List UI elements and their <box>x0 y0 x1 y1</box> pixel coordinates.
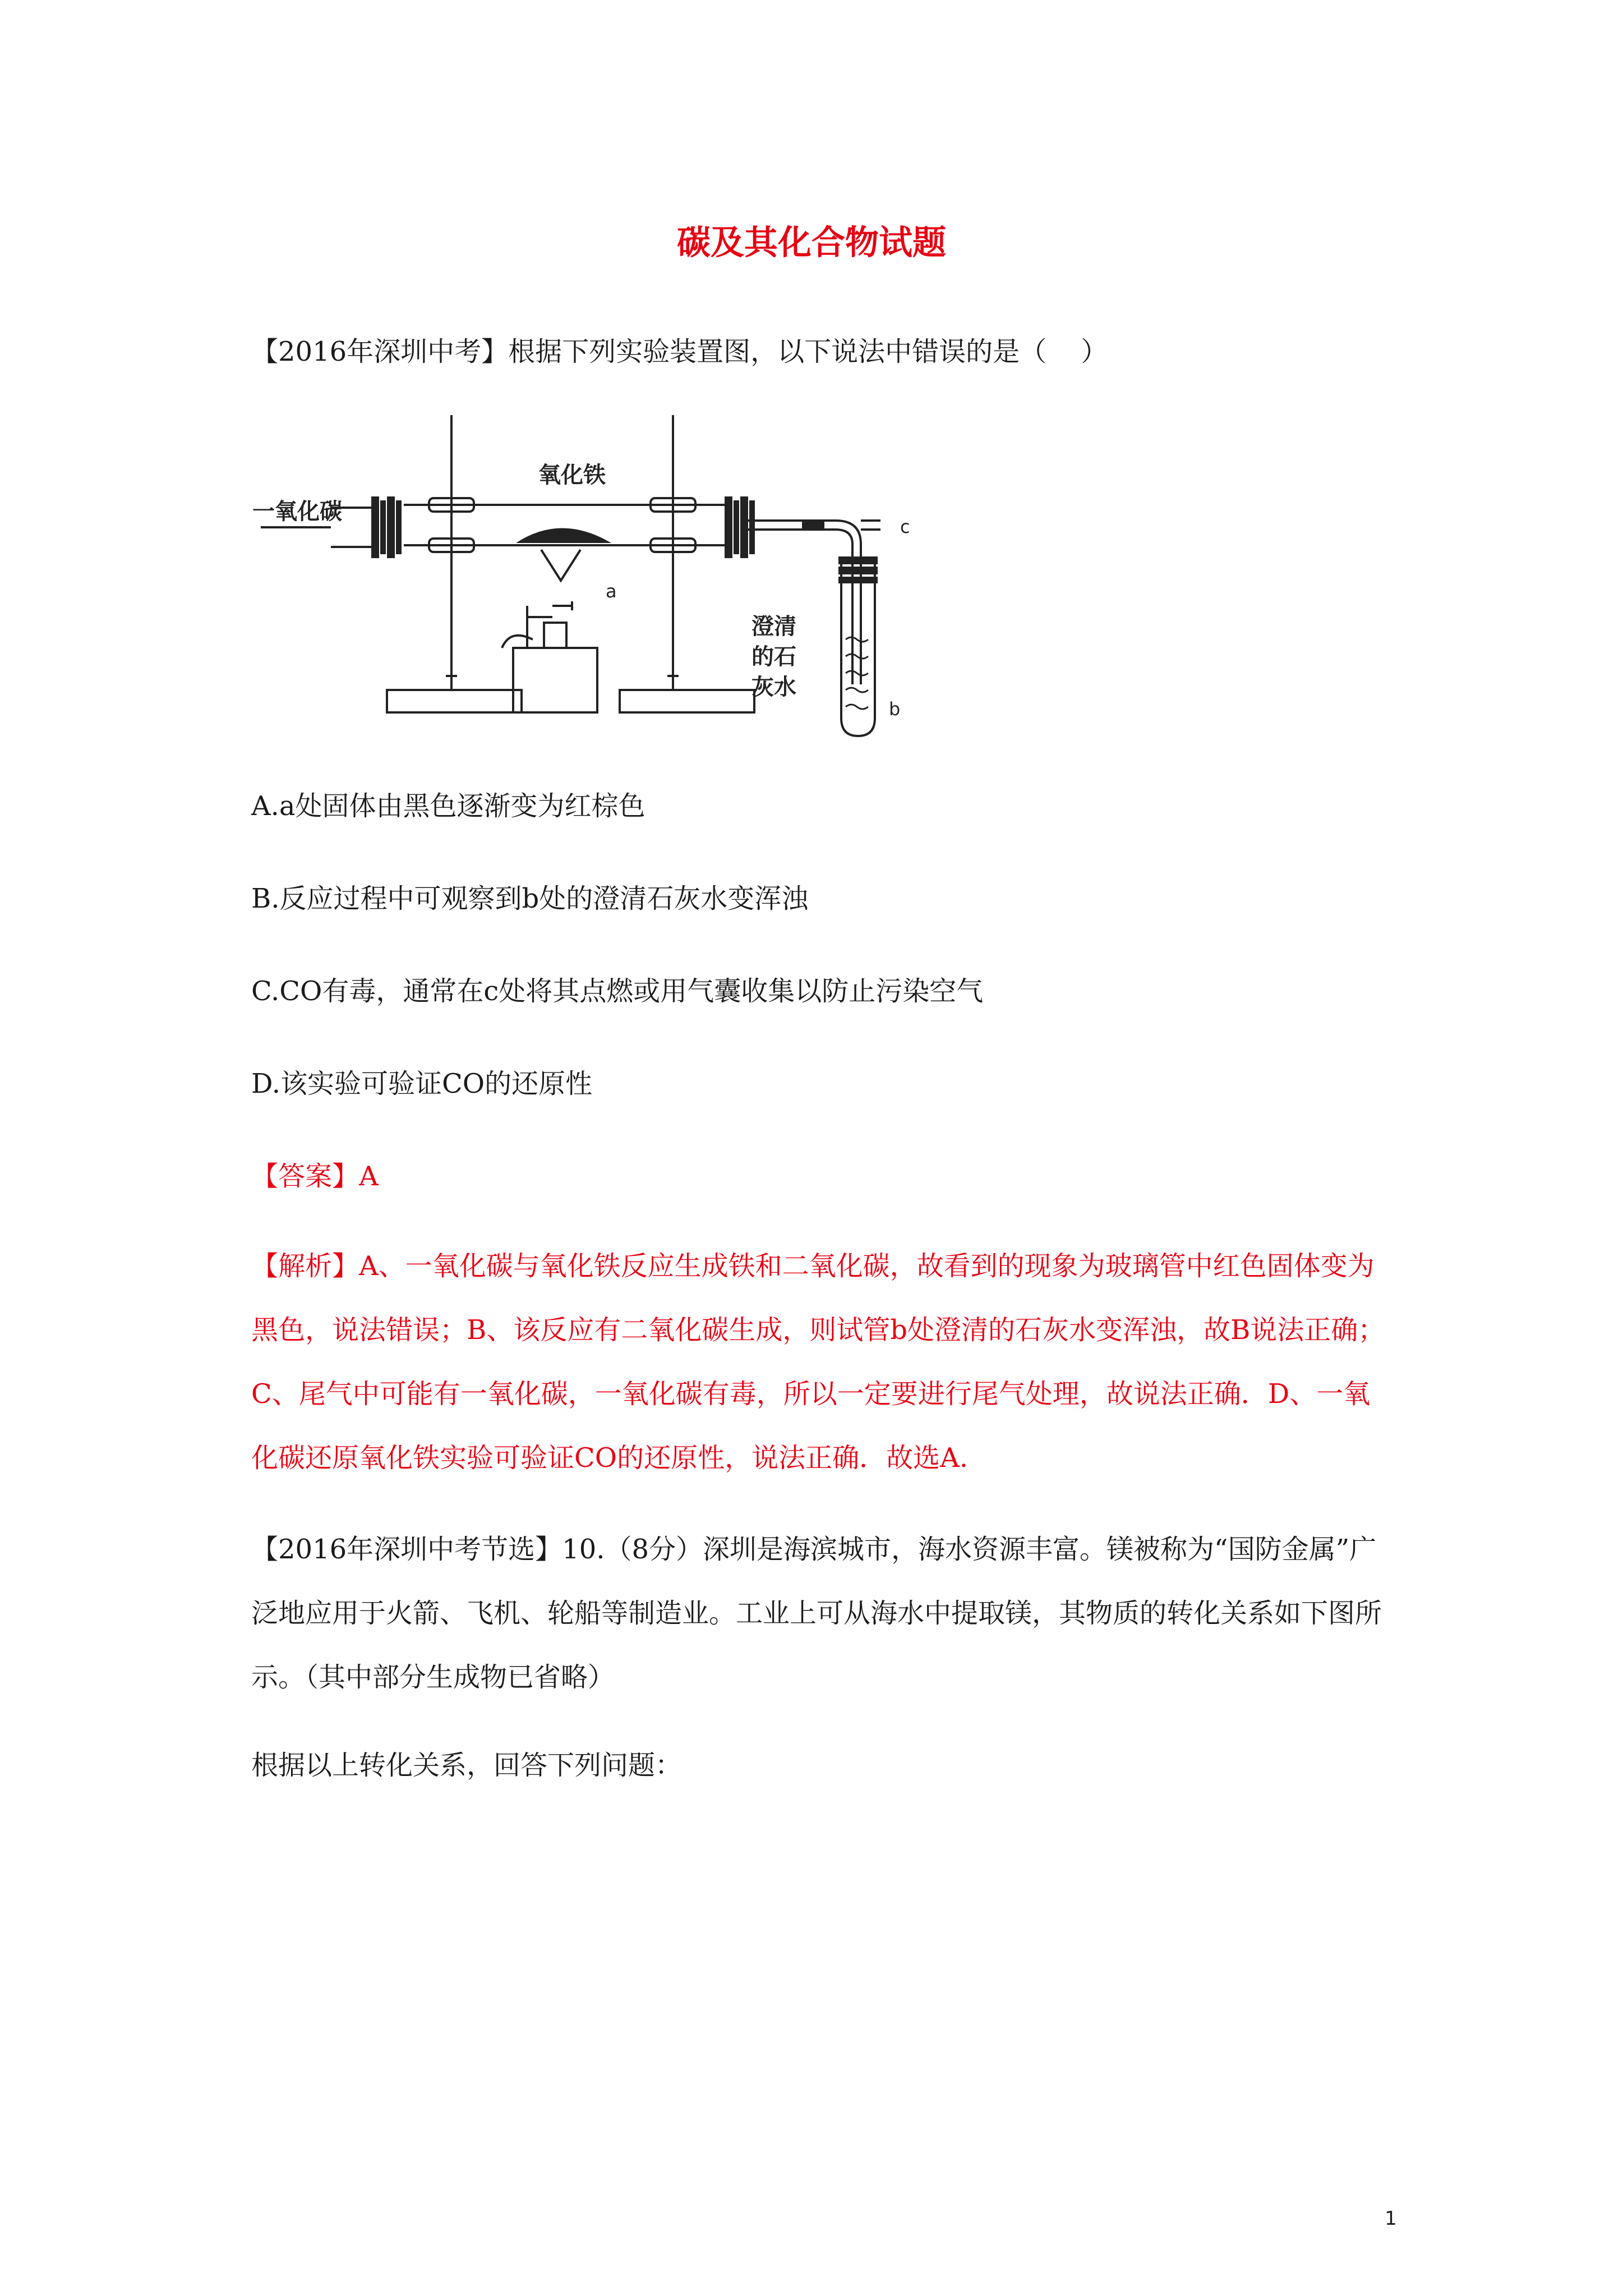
answer-value: A <box>359 1161 379 1192</box>
co-reduction-apparatus-figure <box>247 393 953 740</box>
limewater-label-line2: 的石 <box>751 644 796 670</box>
alcohol-lamp <box>513 648 597 712</box>
page-number: 1 <box>1385 2207 1397 2230</box>
document-title: 碳及其化合物试题 <box>677 223 946 263</box>
answer-prefix: 【答案】 <box>251 1161 359 1192</box>
left-stand-base <box>387 690 522 712</box>
limewater-label-line3: 灰水 <box>751 674 796 700</box>
iron-oxide-sample <box>516 528 611 544</box>
question-2-stem: 【2016年深圳中考节选】10.（8分）深圳是海滨城市，海水资源丰富。镁被称为“国防金属”广泛地应用于火箭、飞机、轮船等制造业。工业上可从海水中提取镁，其物质的转化关系如下图所示。（其中部分生成物已省略） <box>251 1534 1382 1693</box>
label-c: c <box>900 516 910 537</box>
analysis-text: 【解析】A、一氧化碳与氧化铁反应生成铁和二氧化碳，故看到的现象为玻璃管中红色固体变为黑色，说法错误；B、该反应有二氧化碳生成，则试管b处澄清的石灰水变浑浊，故B说法正确；C、尾气中可能有一氧化碳，一氧化碳有毒，所以一定要进行尾气处理，故说法正确．D、一氧化碳还原氧化铁实验可验证CO的还原性，说法正确．故选A. <box>251 1250 1385 1474</box>
label-a: a <box>606 581 617 602</box>
right-stand-base <box>620 690 754 712</box>
option-c: C.CO有毒，通常在c处将其点燃或用气囊收集以防止污染空气 <box>251 976 984 1007</box>
label-b: b <box>889 698 901 720</box>
option-d: D.该实验可验证CO的还原性 <box>251 1068 593 1099</box>
option-a: A.a处固体由黑色逐渐变为红棕色 <box>251 790 645 822</box>
question-1-stem: 【2016年深圳中考】根据下列实验装置图，以下说法中错误的是（ ） <box>251 336 1108 367</box>
test-tube <box>841 561 875 736</box>
answer-line <box>251 1144 1390 1208</box>
option-b: B.反应过程中可观察到b处的澄清石灰水变浑浊 <box>251 883 809 914</box>
limewater-label-line1: 澄清 <box>751 614 796 639</box>
sample-label: 氧化铁 <box>538 462 606 488</box>
inlet-label: 一氧化碳 <box>252 499 342 524</box>
question-2-prompt: 根据以上转化关系，回答下列问题： <box>251 1750 683 1781</box>
